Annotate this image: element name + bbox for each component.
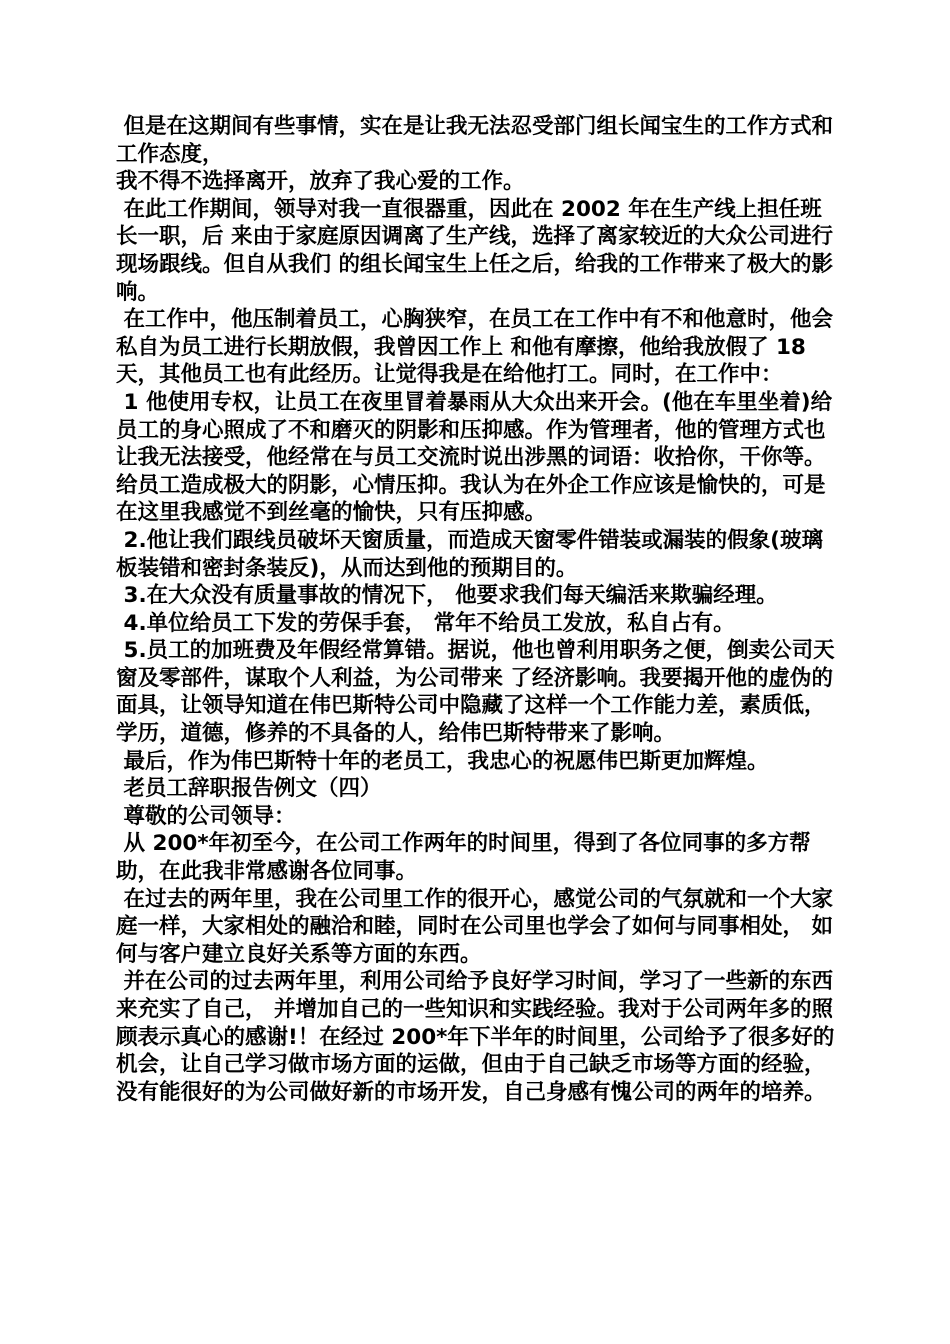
paragraph-5: 1 他使用专权，让员工在夜里冒着暴雨从大众出来开会。(他在车里坐着)给员工的身心照成了不和磨灭的阴影和压抑感。作为管理者，他的管理方式也让我无法接受，他经常在与员工交流时说出涉黑的词语：收拾你，干你等。给员工造成极大的阴影，心情压抑。我认为在外企工作应该是愉快的，可是在这里我感觉不到丝毫的愉快，只有压抑感。: [116, 389, 833, 526]
paragraph-14: 在过去的两年里，我在公司里工作的很开心，感觉公司的气氛就和一个大家庭一样，大家相处的融洽和睦，同时在公司里也学会了如何与同事相处， 如何与客户建立良好关系等方面的东西。: [116, 886, 834, 967]
paragraph-15: 并在公司的过去两年里，利用公司给予良好学习时间，学习了一些新的东西来充实了自己， 并增加自己的一些知识和实践经验。我对于公司两年多的照顾表示真心的感谢!！在经过 200*年下半年的时间里，公司给予了很多好的机会，让自己学习做市场方面的运做，但由于自己缺乏市场等方面的经验，没有能很好的为公司做好新的市场开发，自己身感有愧公司的两年的培养。: [116, 969, 835, 1105]
section-title: 老员工辞职报告例文（四）: [116, 776, 382, 802]
paragraph-4: 在工作中，他压制着员工，心胸狭窄，在员工在工作中有不和他意时，他会私自为员工进行长期放假，我曾因工作上 和他有摩擦，他给我放假了 18 天，其他员工也有此经历。让觉得我是在给他打工。同时，在工作中：: [116, 307, 834, 388]
paragraph-8: 4.单位给员工下发的劳保手套， 常年不给员工发放，私自占有。: [116, 610, 735, 636]
paragraph-2: 我不得不选择离开，放弃了我心爱的工作。: [116, 169, 525, 195]
paragraph-10: 最后，作为伟巴斯特十年的老员工，我忠心的祝愿伟巴斯更加辉煌。: [116, 748, 769, 774]
paragraph-1: 但是在这期间有些事情，实在是让我无法忍受部门组长闻宝生的工作方式和工作态度，: [116, 114, 834, 167]
paragraph-3: 在此工作期间，领导对我一直很器重，因此在 2002 年在生产线上担任班长一职，后 来由于家庭原因调离了生产线，选择了离家较近的大众公司进行现场跟线。但自从我们 的组长闻宝生上任之后，给我的工作带来了极大的影响。: [116, 196, 833, 305]
paragraph-7: 3.在大众没有质量事故的情况下， 他要求我们每天编活来欺骗经理。: [116, 583, 778, 609]
document-body: [116, 113, 840, 1106]
paragraph-6: 2.他让我们跟线员破坏天窗质量，而造成天窗零件错装或漏装的假象(玻璃板装错和密封条装反)，从而达到他的预期目的。: [116, 527, 823, 581]
salutation: 尊敬的公司领导：: [116, 803, 296, 829]
paragraph-13: 从 200*年初至今，在公司工作两年的时间里，得到了各位同事的多方帮助，在此我非常感谢各位同事。: [116, 831, 811, 885]
paragraph-9: 5.员工的加班费及年假经常算错。据说，他也曾利用职务之便，倒卖公司天窗及零部件，谋取个人利益，为公司带来 了经济影响。我要揭开他的虚伪的面具，让领导知道在伟巴斯特公司中隐藏了这样一个工作能力差，素质低，学历，道德，修养的不具备的人，给伟巴斯特带来了影响。: [116, 638, 835, 747]
